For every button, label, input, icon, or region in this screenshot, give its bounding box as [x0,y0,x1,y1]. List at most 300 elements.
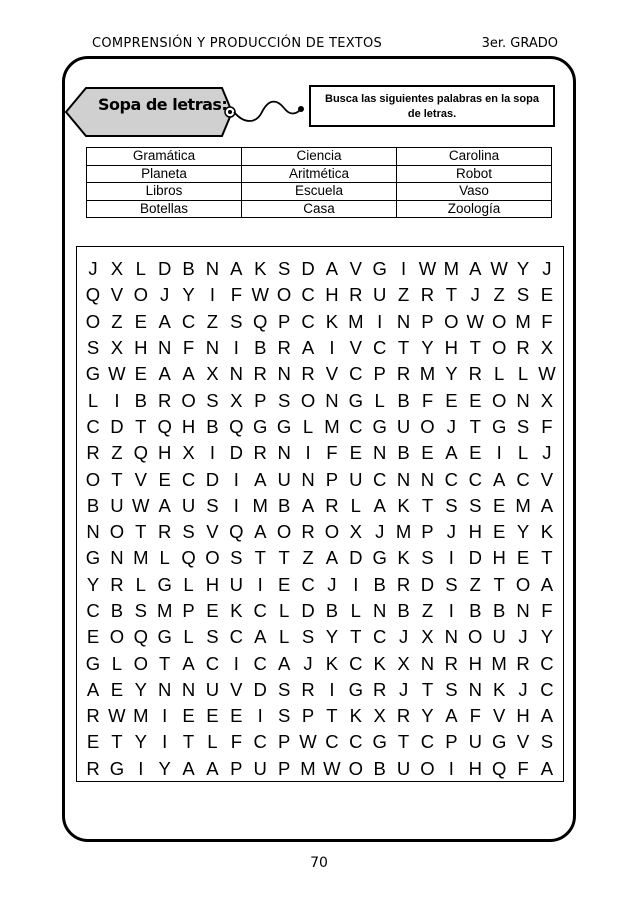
grid-letter: K [397,547,410,569]
word-list-item: Casa [242,200,397,218]
grid-letter: C [301,573,315,595]
grid-letter: I [257,705,263,727]
grid-letter: I [329,678,335,700]
grid-letter: P [445,731,458,753]
grid-letter: I [114,389,120,411]
grid-letter: M [515,494,531,516]
grid-letter: J [160,284,170,306]
word-list-item: Planeta [87,165,242,183]
grid-row [77,282,563,308]
grid-letter: I [209,442,216,464]
grid-letter: A [277,652,291,674]
grid-letter: R [396,363,411,385]
grid-letter: C [349,731,363,753]
grid-letter: M [419,363,436,385]
grid-letter: A [445,705,458,727]
grid-row [77,361,563,387]
grid-letter: T [493,573,505,595]
grid-letter: O [276,521,292,543]
grid-letter: A [254,468,267,490]
grid-letter: N [468,678,482,700]
grid-letter: F [230,284,242,306]
grid-letter: U [349,468,363,490]
grid-letter: S [134,600,147,621]
grid-letter: M [515,310,531,332]
grid-row [77,256,563,282]
grid-letter: J [88,258,98,280]
grid-letter: D [301,258,315,280]
grid-letter: C [516,468,530,490]
grid-row [77,519,563,545]
grid-letter: C [301,284,315,306]
grid-letter: C [540,678,554,700]
grid-letter: E [206,705,219,727]
grid-letter: R [86,705,100,727]
grid-letter: C [253,652,267,674]
grid-row [77,677,563,703]
grid-letter: D [301,600,315,621]
grid-letter: E [86,626,100,648]
grid-letter: H [468,521,482,543]
grid-letter: C [325,731,339,753]
grid-letter: N [516,600,530,621]
grid-letter: L [278,600,290,621]
grid-letter: L [517,363,529,385]
grid-letter: E [540,284,554,306]
grid-letter: K [349,705,362,727]
grid-letter: C [181,468,196,490]
grid-letter: J [470,284,480,306]
grid-letter: O [420,757,435,779]
grid-letter: T [135,521,147,543]
grid-letter: A [206,757,219,779]
grid-letter: D [205,468,220,490]
grid-row [77,309,563,335]
grid-letter: I [233,494,239,516]
grid-letter: K [325,652,339,674]
grid-letter: E [110,678,124,700]
word-list-item: Ciencia [242,148,397,166]
grid-letter: O [205,547,220,569]
grid-letter: L [135,258,146,280]
grid-row [77,466,563,492]
grid-letter: C [229,626,244,648]
grid-letter: Q [253,310,268,332]
grid-letter: T [541,547,553,569]
grid-letter: W [538,363,556,385]
grid-letter: A [540,757,554,779]
grid-letter: R [301,678,315,700]
grid-letter: M [443,258,460,280]
grid-letter: G [157,626,172,648]
grid-letter: L [493,363,505,385]
grid-letter: X [349,521,362,543]
grid-letter: Q [133,626,148,648]
grid-letter: U [181,494,196,516]
grid-letter: H [325,284,339,306]
grid-letter: G [491,415,507,437]
grid-letter: Y [325,626,339,648]
grid-letter: O [85,468,101,490]
grid-letter: D [420,573,435,595]
grid-letter: V [325,363,339,385]
grid-letter: A [158,494,171,516]
grid-letter: N [205,337,220,359]
grid-letter: Q [157,415,172,437]
grid-letter: S [230,310,243,332]
grid-letter: R [396,573,411,595]
grid-row [77,729,563,755]
grid-letter: S [445,494,458,516]
grid-letter: E [206,600,219,621]
grid-letter: E [445,389,458,411]
grid-letter: V [134,468,147,490]
word-list-item: Robot [397,165,552,183]
grid-letter: C [301,310,315,332]
grid-letter: J [542,258,552,280]
grid-letter: F [517,757,529,779]
grid-letter: K [230,600,243,621]
grid-row [77,572,563,598]
grid-letter: U [205,678,220,700]
grid-letter: X [230,389,243,411]
grid-letter: V [349,258,362,280]
grid-letter: O [491,337,507,359]
grid-letter: J [398,626,409,648]
grid-letter: M [395,521,412,543]
grid-letter: Z [493,284,505,306]
grid-letter: K [397,494,410,516]
word-list-item: Vaso [397,183,552,201]
grid-letter: X [421,626,434,648]
grid-letter: F [326,442,338,464]
grid-letter: N [396,310,411,332]
grid-letter: A [182,652,195,674]
grid-letter: A [182,757,195,779]
grid-letter: B [492,600,506,621]
grid-letter: N [396,468,411,490]
grid-letter: S [206,626,219,648]
grid-letter: N [420,652,435,674]
grid-letter: U [468,731,482,753]
grid-letter: V [540,468,554,490]
word-list-row [87,148,552,166]
grid-letter: R [301,521,315,543]
grid-letter: O [444,310,459,332]
grid-letter: O [133,652,148,674]
grid-letter: L [302,415,314,437]
grid-letter: O [420,415,435,437]
grid-letter: A [230,258,243,280]
grid-letter: N [110,547,124,569]
grid-letter: U [396,757,411,779]
grid-letter: N [229,363,244,385]
grid-letter: Y [445,363,458,385]
grid-letter: E [421,442,434,464]
grid-letter: G [85,363,101,385]
grid-letter: I [496,442,502,464]
grid-letter: N [301,468,315,490]
grid-letter: W [490,258,508,280]
grid-letter: C [373,468,387,490]
grid-letter: G [85,547,101,569]
grid-letter: B [373,573,386,595]
grid-letter: C [349,652,363,674]
grid-letter: R [157,521,172,543]
grid-letter: S [301,626,315,648]
grid-letter: X [397,652,410,674]
grid-letter: M [348,310,364,332]
grid-letter: B [110,600,124,621]
grid-letter: S [445,573,458,595]
grid-letter: R [444,652,459,674]
grid-letter: O [491,310,507,332]
grid-letter: S [469,494,482,516]
grid-letter: D [110,415,124,437]
grid-letter: E [134,310,147,332]
grid-letter: D [157,258,172,280]
grid-letter: F [541,310,553,332]
grid-letter: B [373,757,386,779]
grid-letter: A [158,310,171,332]
grid-letter: R [157,389,172,411]
grid-letter: D [349,547,363,569]
grid-letter: C [349,363,363,385]
grid-letter: V [230,678,243,700]
grid-letter: W [466,310,484,332]
grid-row [77,545,563,571]
grid-letter: M [133,705,149,727]
grid-letter: Y [421,705,434,727]
grid-letter: L [111,652,123,674]
grid-letter: K [492,678,506,700]
grid-letter: C [444,468,459,490]
grid-letter: O [181,389,196,411]
grid-letter: Y [516,258,530,280]
grid-letter: Y [516,521,530,543]
grid-letter: H [181,415,196,437]
grid-letter: R [253,363,267,385]
grid-letter: D [253,678,267,700]
grid-letter: E [492,494,506,516]
grid-letter: E [349,442,362,464]
grid-letter: R [516,337,530,359]
grid-letter: R [301,363,315,385]
grid-letter: J [327,573,337,595]
grid-letter: Y [134,678,147,700]
grid-letter: N [373,442,387,464]
grid-letter: B [206,415,219,437]
grid-letter: F [230,731,242,753]
grid-letter: N [277,363,291,385]
header-subject: COMPRENSIÓN Y PRODUCCIÓN DE TEXTOS [92,36,383,51]
grid-letter: N [157,678,172,700]
grid-letter: F [182,337,195,359]
grid-letter: G [85,652,101,674]
word-list-item: Carolina [397,148,552,166]
grid-letter: I [162,705,168,727]
grid-letter: I [162,731,168,753]
grid-letter: A [540,573,554,595]
grid-letter: X [110,337,124,359]
grid-letter: H [468,652,482,674]
grid-letter: I [401,258,407,280]
grid-letter: S [206,494,219,516]
grid-letter: Z [302,547,314,569]
word-list-item: Escuela [242,183,397,201]
grid-letter: C [253,731,267,753]
grid-letter: F [421,389,434,411]
grid-letter: I [448,600,454,621]
grid-letter: I [448,547,454,569]
grid-letter: S [516,284,530,306]
grid-letter: A [182,363,195,385]
grid-letter: N [277,442,291,464]
grid-row [77,598,563,624]
grid-letter: Z [421,600,434,621]
grid-letter: E [134,363,147,385]
word-list-item: Zoología [397,200,552,218]
grid-letter: T [469,415,481,437]
grid-row [77,335,563,361]
grid-letter: S [277,678,291,700]
grid-letter: O [85,310,101,332]
grid-letter: N [373,600,387,621]
grid-letter: P [230,757,243,779]
grid-letter: F [541,415,553,437]
grid-letter: B [469,600,482,621]
grid-letter: X [182,442,195,464]
grid-letter: Q [229,415,244,437]
grid-letter: S [277,258,291,280]
grid-letter: T [350,626,362,648]
grid-letter: B [397,389,410,411]
grid-letter: H [468,757,482,779]
page-number: 70 [310,855,328,871]
grid-letter: G [372,547,387,569]
grid-letter: U [110,494,124,516]
grid-letter: R [373,678,387,700]
grid-letter: G [372,731,387,753]
grid-letter: O [109,521,125,543]
grid-row [77,756,563,782]
grid-letter: N [205,258,220,280]
grid-letter: L [350,494,361,516]
grid-letter: R [468,363,482,385]
grid-letter: L [278,626,290,648]
grid-letter: A [540,705,554,727]
grid-letter: R [349,284,363,306]
grid-letter: U [277,468,291,490]
grid-letter: C [373,337,387,359]
grid-letter: V [349,337,362,359]
grid-letter: U [253,757,267,779]
grid-letter: G [276,415,292,437]
grid-letter: N [420,468,435,490]
grid-letter: M [133,547,149,569]
grid-letter: S [540,731,554,753]
grid-letter: E [277,573,291,595]
grid-letter: P [277,757,291,779]
grid-letter: V [110,284,124,306]
grid-letter: N [444,626,459,648]
grid-letter: A [445,442,458,464]
grid-letter: T [397,731,410,753]
grid-letter: K [325,310,339,332]
grid-letter: O [133,284,148,306]
grid-letter: U [396,415,411,437]
grid-letter: Z [469,573,481,595]
squiggle-end-dot [298,106,304,112]
grid-letter: W [323,757,341,779]
grid-letter: J [303,652,313,674]
grid-letter: O [109,626,125,648]
grid-letter: F [541,600,553,621]
grid-letter: L [350,600,361,621]
grid-letter: C [540,652,554,674]
grid-letter: J [375,521,385,543]
grid-letter: O [491,389,507,411]
grid-letter: H [492,547,506,569]
grid-letter: S [206,389,219,411]
grid-letter: P [301,705,315,727]
grid-letter: W [132,494,150,516]
grid-letter: H [134,337,148,359]
grid-letter: N [157,337,172,359]
grid-letter: V [492,705,506,727]
instruction-text: Busca las siguientes palabras en la sopa de letras. [325,93,539,120]
grid-letter: C [468,468,482,490]
grid-letter: S [277,705,291,727]
grid-letter: S [230,547,243,569]
word-search-grid [76,246,564,782]
grid-letter: J [518,626,528,648]
grid-letter: O [348,757,363,779]
grid-letter: L [207,731,218,753]
grid-letter: G [253,415,268,437]
grid-letter: E [469,442,482,464]
word-list-item: Gramática [87,148,242,166]
grid-letter: J [446,415,456,437]
grid-letter: P [421,310,434,332]
word-list-row [87,183,552,201]
grid-letter: R [396,705,411,727]
grid-letter: T [135,415,147,437]
grid-letter: X [110,258,124,280]
grid-letter: N [181,678,196,700]
grid-letter: A [325,547,339,569]
grid-letter: T [111,731,123,753]
grid-letter: W [418,258,437,280]
grid-letter: M [156,600,173,621]
grid-letter: Z [397,284,410,306]
grid-letter: S [421,547,434,569]
grid-letter: M [300,757,316,779]
grid-letter: Z [111,310,123,332]
grid-letter: X [540,389,554,411]
grid-letter: Q [133,442,148,464]
grid-letter: A [492,468,506,490]
grid-letter: C [253,600,267,621]
grid-letter: B [182,258,195,280]
grid-letter: T [278,547,290,569]
grid-letter: I [138,757,144,779]
grid-letter: C [349,415,363,437]
grid-row [77,414,563,440]
grid-letter: H [157,442,172,464]
activity-title: Sopa de letras: [98,95,228,114]
grid-letter: V [206,521,219,543]
